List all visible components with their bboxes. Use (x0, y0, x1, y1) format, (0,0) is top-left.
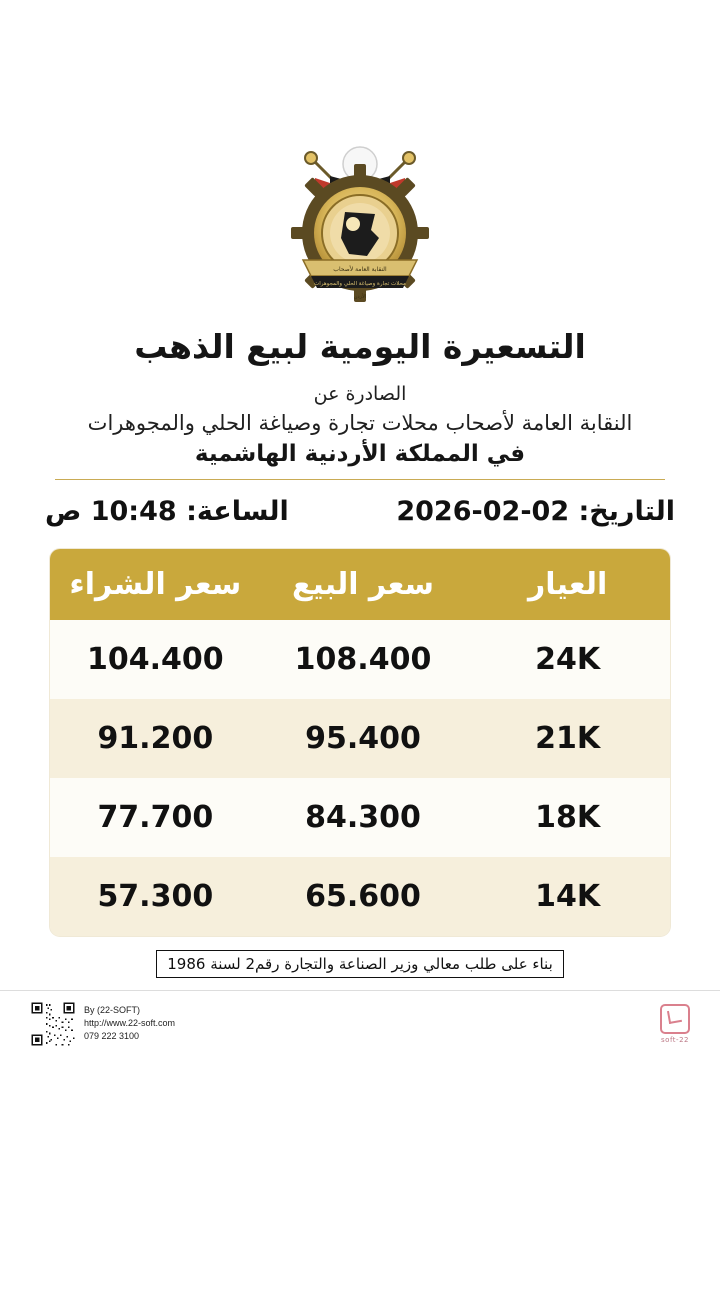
date-text: التاريخ: 02-02-2026 (396, 495, 675, 527)
footer-divider (0, 990, 720, 991)
syndicate-emblem (275, 138, 445, 313)
cell-karat: 21K (535, 720, 601, 756)
svg-text:الأردن: الأردن (353, 294, 367, 300)
brand-logo (660, 1004, 690, 1044)
cube-icon (660, 1004, 690, 1034)
date-time-row (45, 496, 675, 527)
cell-sell-price: 95.400 (305, 720, 421, 756)
vendor-line-1: By (22-SOFT) (84, 1005, 141, 1016)
title-divider (55, 479, 665, 480)
brand-caption: 22-soft (661, 1035, 689, 1044)
header-sell-price: سعر البيع (291, 566, 435, 602)
cell-sell-price: 108.400 (294, 641, 432, 677)
cell-buy-price: 57.300 (97, 878, 214, 914)
table-header-row (50, 549, 670, 620)
cell-karat: 24K (535, 641, 601, 677)
table-row (50, 857, 670, 936)
cell-buy-price: 104.400 (87, 641, 224, 677)
organization-line-1: النقابة العامة لأصحاب محلات تجارة وصياغة الحلي والمجوهرات (87, 410, 633, 435)
svg-text:محلات تجارة وصياغة الحلي والمج: محلات تجارة وصياغة الحلي والمجوهرات (314, 281, 406, 287)
issued-by-label: الصادرة عن (313, 382, 407, 405)
table-row (50, 699, 670, 778)
svg-text:النقابة العامة لأصحاب: النقابة العامة لأصحاب (333, 266, 387, 273)
vendor-text (84, 1004, 175, 1043)
cell-buy-price: 91.200 (97, 720, 214, 756)
organization-line-2: في المملكة الأردنية الهاشمية (194, 440, 526, 467)
qr-code-icon (30, 1001, 76, 1047)
legal-footnote: بناء على طلب معالي وزير الصناعة والتجارة رقم2 لسنة 1986 (156, 950, 564, 978)
cell-karat: 14K (535, 878, 601, 914)
gold-price-table (50, 549, 670, 936)
vendor-line-3: 079 222 3100 (84, 1031, 140, 1042)
emblem-icon (275, 138, 445, 313)
cell-sell-price: 65.600 (305, 878, 421, 914)
table-row (50, 620, 670, 699)
vendor-line-2[interactable]: http://www.22-soft.com (84, 1018, 176, 1029)
header-buy-price: سعر الشراء (69, 566, 242, 602)
footer (30, 1001, 690, 1047)
cell-buy-price: 77.700 (97, 799, 214, 835)
page-title: التسعيرة اليومية لبيع الذهب (134, 327, 586, 366)
cell-sell-price: 84.300 (305, 799, 421, 835)
vendor-block (30, 1001, 175, 1047)
time-text: الساعة: 10:48 ص (45, 495, 289, 527)
table-row (50, 778, 670, 857)
cell-karat: 18K (535, 799, 601, 835)
header-karat: العيار (528, 566, 608, 602)
